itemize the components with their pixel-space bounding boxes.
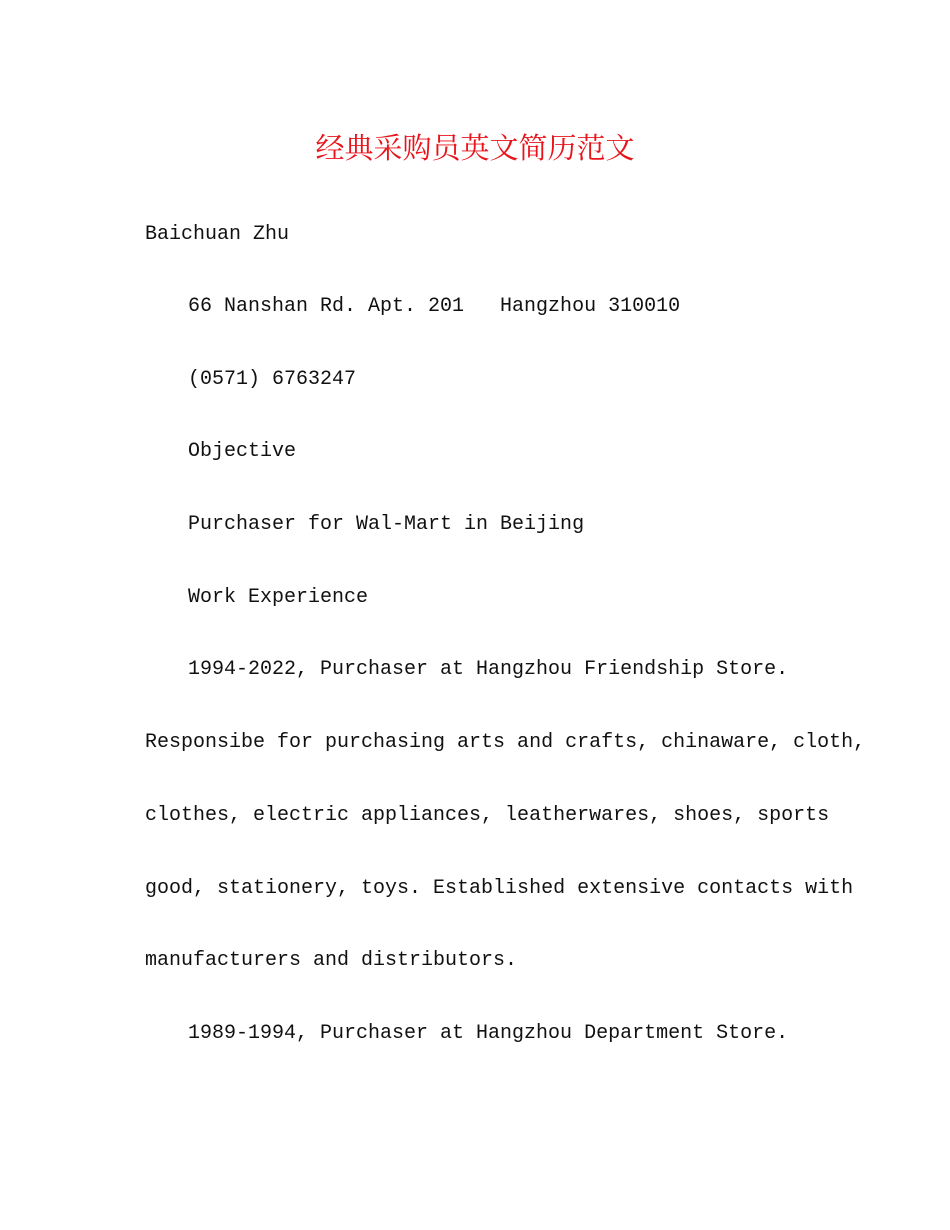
experience-entry-1-text: Responsibe for purchasing arts and crafts, chinaware, cloth, <box>145 731 866 754</box>
experience-entry-2-title: 1989-1994, Purchaser at Hangzhou Department Store. <box>188 1022 789 1045</box>
experience-entry-1-text: clothes, electric appliances, leatherwares, shoes, sports <box>145 804 830 827</box>
objective-heading: Objective <box>188 440 297 463</box>
document-title: 经典采购员英文简历范文 <box>315 131 635 165</box>
experience-entry-1-text: manufacturers and distributors. <box>145 949 518 972</box>
experience-entry-1-title: 1994-2022, Purchaser at Hangzhou Friendship Store. <box>188 658 789 681</box>
address-line: 66 Nanshan Rd. Apt. 201 Hangzhou 310010 <box>188 295 681 318</box>
phone-line: (0571) 6763247 <box>188 368 357 391</box>
objective-text: Purchaser for Wal-Mart in Beijing <box>188 513 585 536</box>
applicant-name: Baichuan Zhu <box>145 223 290 246</box>
experience-entry-1-text: good, stationery, toys. Established extensive contacts with <box>145 877 854 900</box>
work-experience-heading: Work Experience <box>188 586 369 609</box>
